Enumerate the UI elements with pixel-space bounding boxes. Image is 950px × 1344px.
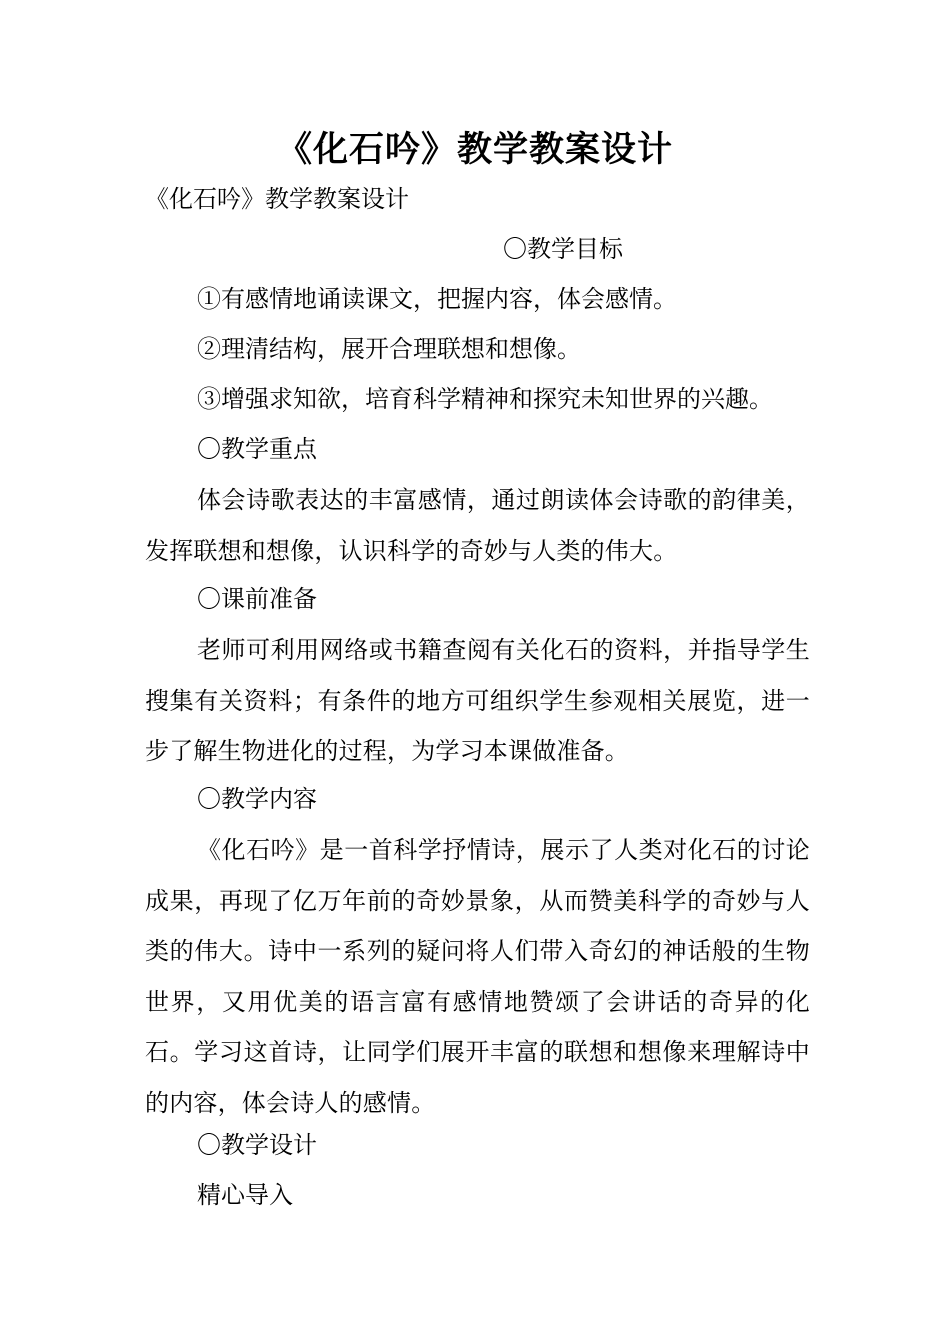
design-subheading: 精心导入 xyxy=(197,1181,293,1209)
content-heading: 〇教学内容 xyxy=(197,785,317,813)
focus-paragraph: 体会诗歌表达的丰富感情，通过朗读体会诗歌的韵律美，发挥联想和想像，认识科学的奇妙与人类的伟大。 xyxy=(145,486,810,565)
goal-item-1: ①有感情地诵读课文，把握内容，体会感情。 xyxy=(197,285,677,313)
prep-paragraph: 老师可利用网络或书籍查阅有关化石的资料，并指导学生搜集有关资料；有条件的地方可组织学生参观相关展览，进一步了解生物进化的过程，为学习本课做准备。 xyxy=(145,636,810,766)
content-paragraph: 《化石吟》是一首科学抒情诗，展示了人类对化石的讨论成果，再现了亿万年前的奇妙景象，从而赞美科学的奇妙与人类的伟大。诗中一系列的疑问将人们带入奇幻的神话般的生物世界，又用优美的语言富有感情地赞颂了会讲话的奇异的化石。学习这首诗，让同学们展开丰富的联想和想像来理解诗中的内容，体会诗人的感情。 xyxy=(145,836,810,1117)
goal-item-3: ③增强求知欲，培育科学精神和探究未知世界的兴趣。 xyxy=(197,385,773,413)
document-subtitle: 《化石吟》教学教案设计 xyxy=(145,185,409,213)
goals-heading: 〇教学目标 xyxy=(503,235,623,263)
prep-heading: 〇课前准备 xyxy=(197,585,317,613)
focus-heading: 〇教学重点 xyxy=(197,435,317,463)
design-heading: 〇教学设计 xyxy=(197,1131,317,1159)
document-title: 《化石吟》教学教案设计 xyxy=(276,130,673,170)
goal-item-2: ②理清结构，展开合理联想和想像。 xyxy=(197,335,581,363)
